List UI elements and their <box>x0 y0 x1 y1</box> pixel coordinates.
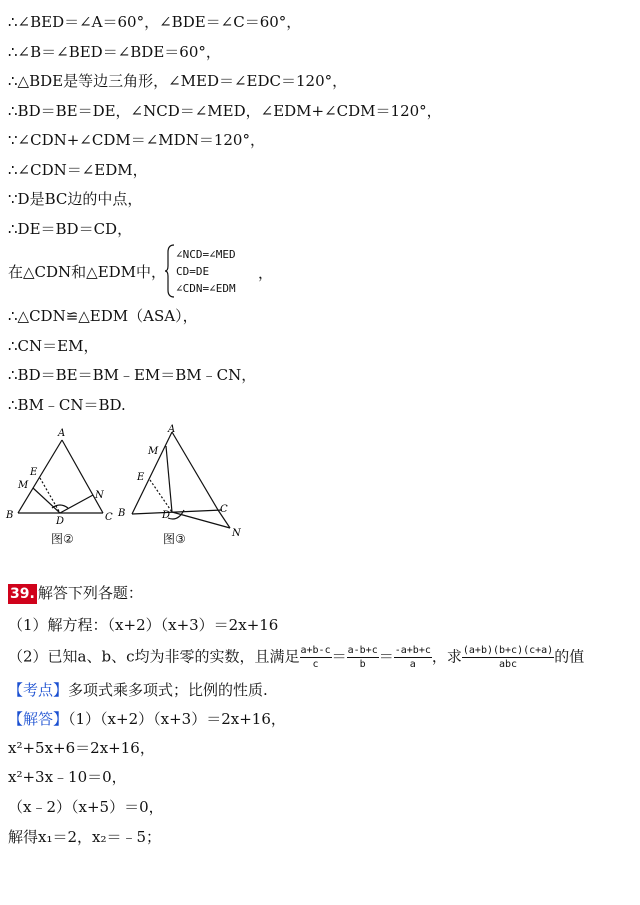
solution-line-4: 解得x₁＝2，x₂＝﹣5； <box>8 828 162 846</box>
equals-1: ＝ <box>331 647 347 666</box>
part2-text-post: 的值 <box>554 647 585 666</box>
left-brace-icon <box>164 244 176 298</box>
fig3-label-D: D <box>162 510 171 521</box>
kaodian-tag: 【考点】 <box>8 681 69 699</box>
fig3-label-B: B <box>118 508 126 519</box>
fig3-label-C: C <box>220 504 228 515</box>
fig3-label-E: E <box>137 472 145 483</box>
figure-2-caption: 图② <box>51 532 74 546</box>
proof-line-9: 在△CDN和△EDM中， <box>8 263 167 281</box>
fig3-label-M: M <box>148 446 159 457</box>
solution-line-2: x²+3x﹣10＝0， <box>8 768 127 786</box>
figure-3 <box>112 424 252 539</box>
equation-system <box>176 246 236 297</box>
proof-line-7: ∵D是BC边的中点， <box>8 190 143 208</box>
figure-3-caption: 图③ <box>163 532 186 546</box>
part2-text-pre: （2）已知a、b、c均为非零的实数，且满足 <box>8 647 300 666</box>
proof-line-2: ∴∠B＝∠BED＝∠BDE＝60°， <box>8 43 221 61</box>
part2-text-mid: ，求 <box>431 647 462 666</box>
system-row-1: ∠NCD=∠MED <box>176 248 236 261</box>
equals-2: ＝ <box>378 647 394 666</box>
fraction-2-num: a-b+c <box>347 645 378 656</box>
solution-line-1: x²+5x+6＝2x+16， <box>8 739 155 757</box>
jieda-line <box>8 709 286 729</box>
problem-heading <box>8 583 143 604</box>
proof-line-13: ∴BM﹣CN＝BD. <box>8 396 126 414</box>
jieda-tag: 【解答】 <box>8 710 69 728</box>
proof-line-12: ∴BD＝BE＝BM﹣EM＝BM﹣CN， <box>8 366 257 384</box>
fraction-4-num: (a+b)(b+c)(c+a) <box>462 645 554 656</box>
jieda-text: （1）（x+2）（x+3）＝2x+16， <box>68 710 286 728</box>
proof-line-5: ∵∠CDN+∠CDM＝∠MDN＝120°， <box>8 131 265 149</box>
proof-line-3: ∴△BDE是等边三角形，∠MED＝∠EDC＝120°， <box>8 72 348 90</box>
fraction-3-num: -a+b+c <box>394 645 431 656</box>
proof-line-8: ∴DE＝BD＝CD， <box>8 220 133 238</box>
fraction-1-den: c <box>312 659 319 670</box>
fig2-label-M: M <box>18 480 29 491</box>
proof-line-1: ∴∠BED＝∠A＝60°，∠BDE＝∠C＝60°， <box>8 13 302 31</box>
system-row-2: CD=DE <box>176 265 210 278</box>
fraction-4-den: abc <box>499 659 518 670</box>
fraction-3 <box>394 644 432 671</box>
kaodian-line <box>8 680 268 700</box>
fig2-label-E: E <box>30 467 38 478</box>
fraction-2-den: b <box>359 659 366 670</box>
fraction-4 <box>462 644 554 671</box>
fraction-3-den: a <box>409 659 416 670</box>
fig2-label-D: D <box>56 516 65 527</box>
proof-line-11: ∴CN＝EM， <box>8 337 99 355</box>
system-row-3: ∠CDN=∠EDM <box>176 282 236 295</box>
fig3-label-N: N <box>232 528 241 539</box>
problem-number-badge: 39. <box>10 586 35 602</box>
problem-title: 解答下列各题： <box>37 584 143 602</box>
proof-line-6: ∴∠CDN＝∠EDM， <box>8 161 148 179</box>
fraction-1-num: a+b-c <box>300 645 331 656</box>
fig3-label-A: A <box>168 424 176 435</box>
proof-line-10: ∴△CDN≌△EDM（ASA）， <box>8 307 198 325</box>
fig2-label-C: C <box>105 512 113 523</box>
problem-part-1: （1）解方程：（x+2）（x+3）＝2x+16 <box>8 616 279 634</box>
system-comma: ， <box>258 264 274 282</box>
fraction-2 <box>347 644 379 671</box>
kaodian-text: 多项式乘多项式；比例的性质. <box>68 681 268 699</box>
solution-line-3: （x﹣2）（x+5）＝0， <box>8 798 164 816</box>
fig2-label-A: A <box>58 428 66 439</box>
figure-2 <box>0 424 120 534</box>
fig2-label-N: N <box>95 490 104 501</box>
problem-part-2 <box>8 644 584 671</box>
proof-line-4: ∴BD＝BE＝DE，∠NCD＝∠MED，∠EDM+∠CDM＝120°， <box>8 102 442 120</box>
fraction-1 <box>300 644 332 671</box>
fig2-label-B: B <box>6 510 14 521</box>
